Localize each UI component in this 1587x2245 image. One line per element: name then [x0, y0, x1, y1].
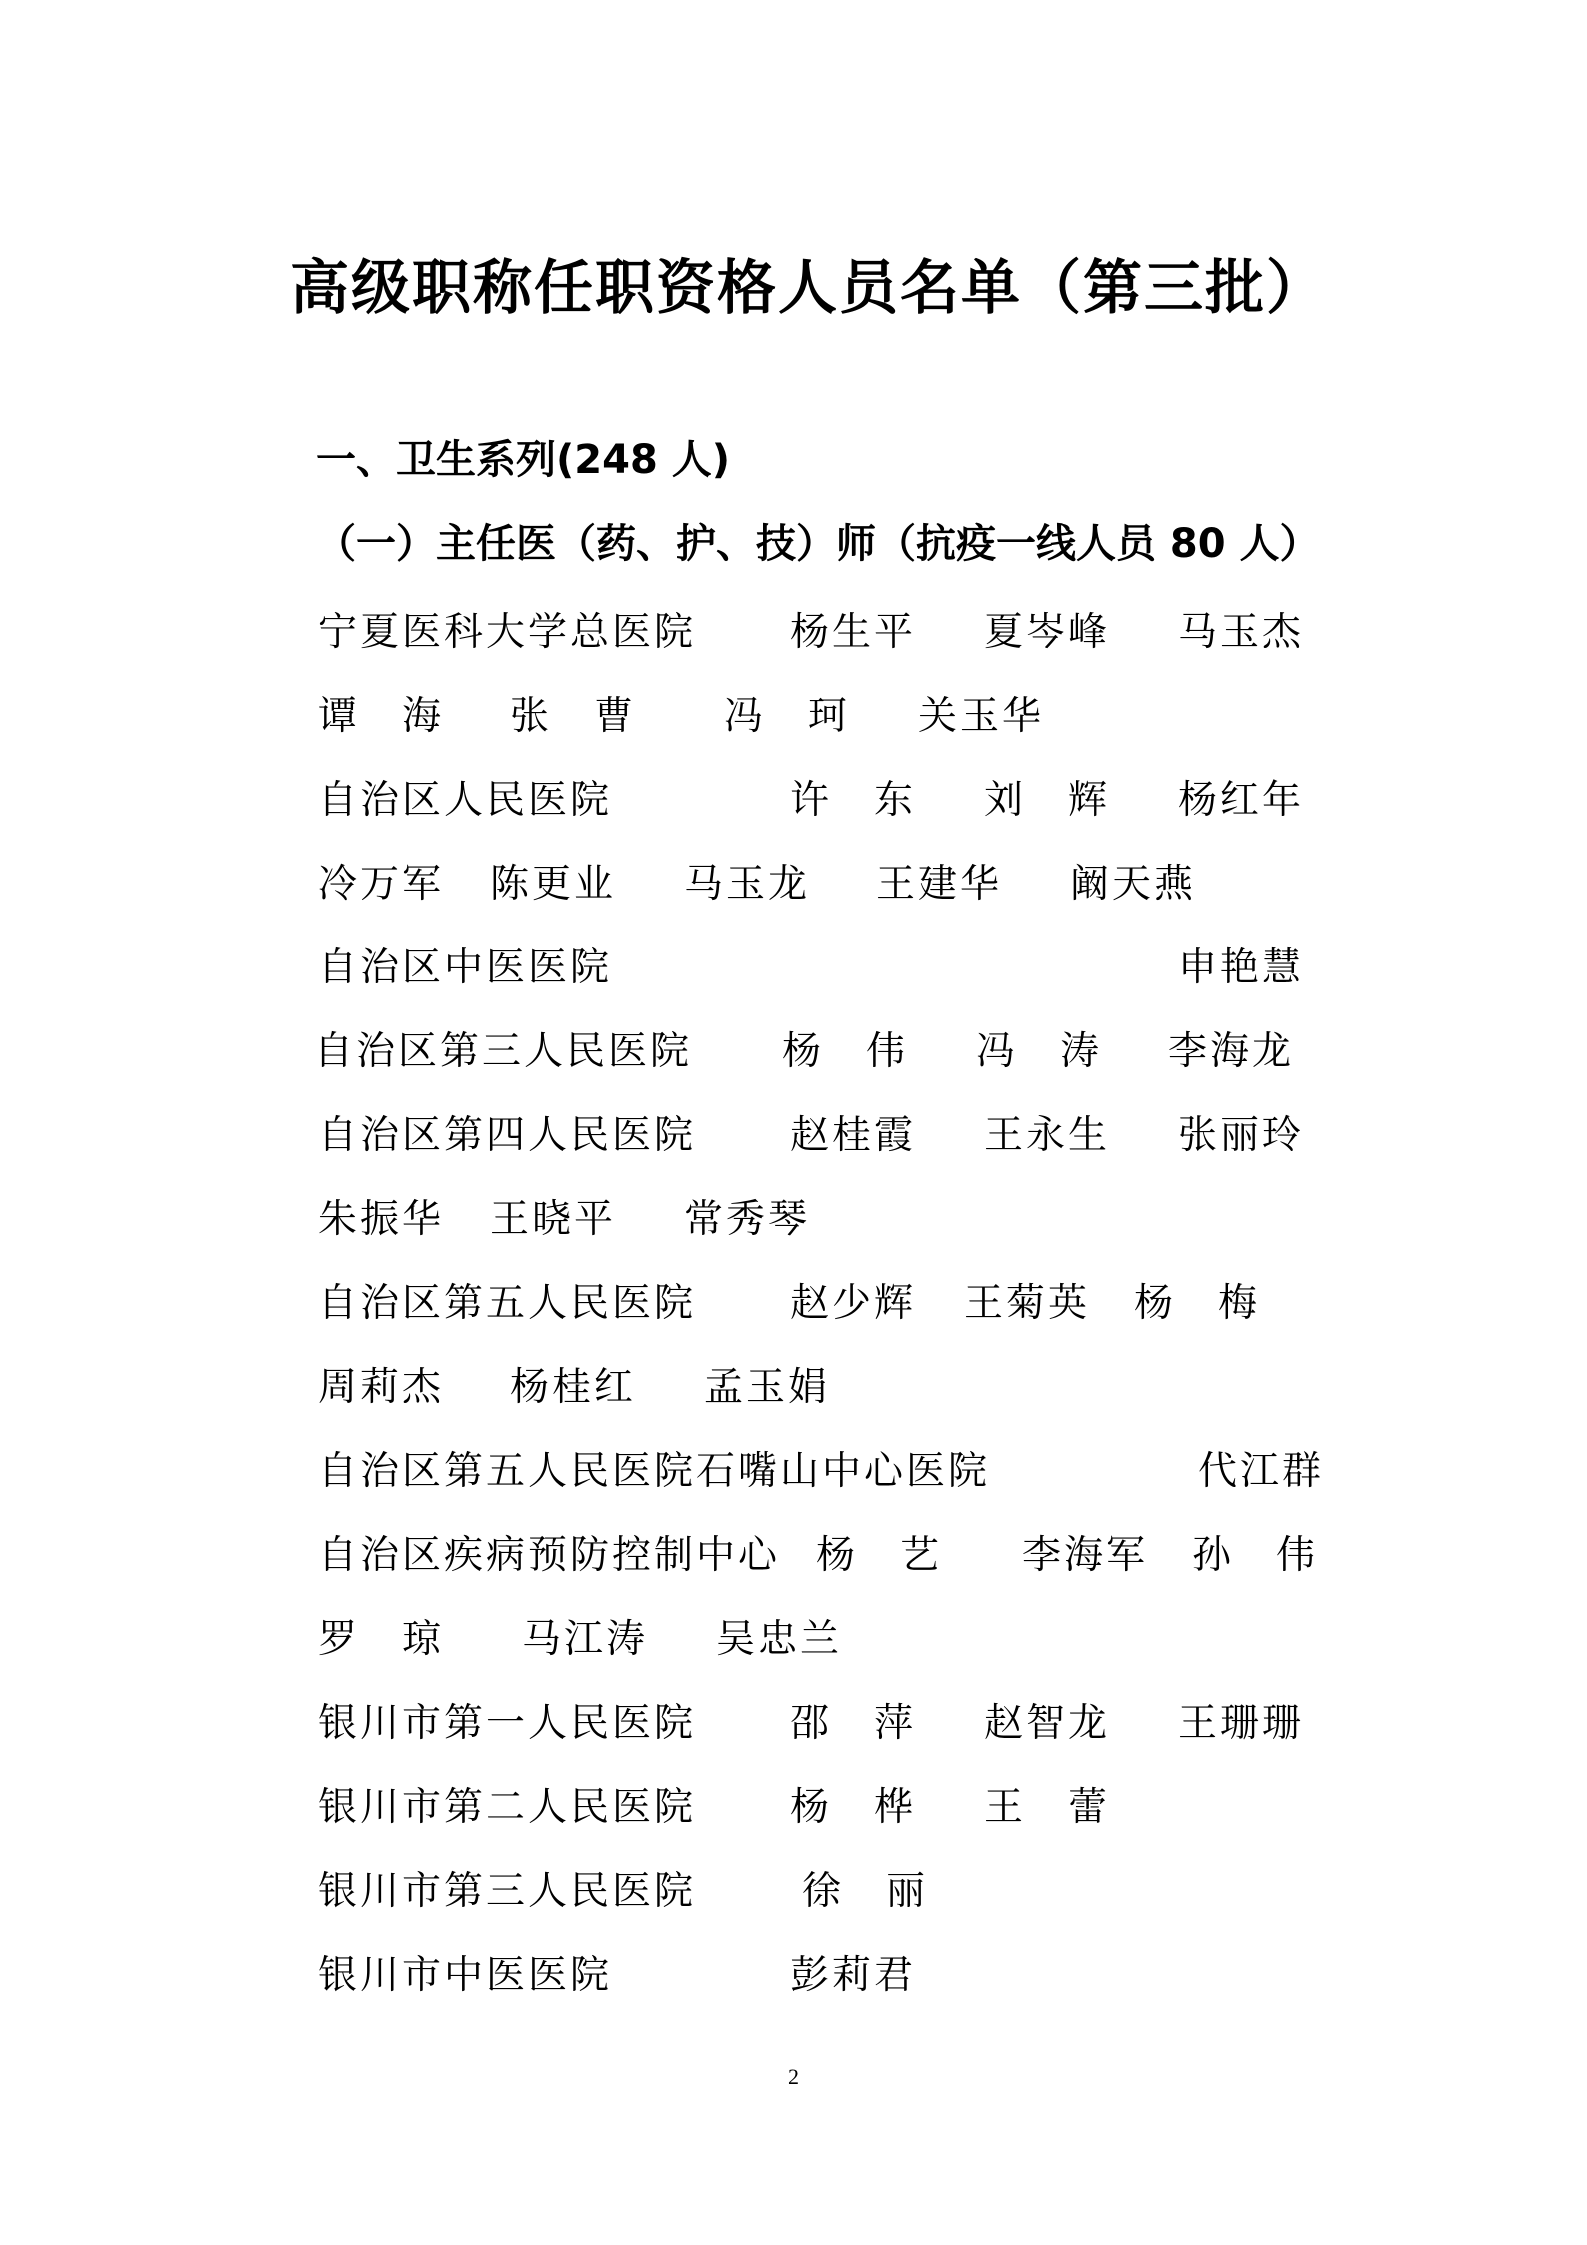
person-name: 王永生 [984, 1113, 1111, 1158]
person-name: 冯 涛 [976, 1029, 1103, 1074]
person-name: 赵桂霞 [790, 1113, 917, 1158]
list-row [0, 692, 1587, 742]
institution-name: 银川市第三人民医院 [318, 1869, 697, 1914]
institution-name: 自治区第四人民医院 [318, 1113, 697, 1158]
person-name: 彭莉君 [790, 1953, 917, 1998]
person-name: 李海龙 [1168, 1029, 1295, 1074]
list-row [0, 1279, 1587, 1329]
list-row [0, 608, 1587, 658]
person-name: 阚天燕 [1070, 862, 1197, 907]
list-row [0, 1531, 1587, 1581]
list-row [0, 1447, 1587, 1497]
person-name: 赵少辉 [790, 1281, 917, 1326]
person-name: 杨 梅 [1134, 1281, 1261, 1326]
person-name: 王建华 [876, 862, 1003, 907]
institution-name: 自治区疾病预防控制中心 [318, 1533, 781, 1578]
person-name: 张 曹 [510, 694, 637, 739]
person-name: 常秀琴 [684, 1197, 811, 1242]
person-name: 孟玉娟 [704, 1365, 831, 1410]
person-name: 夏岑峰 [984, 610, 1111, 655]
person-name: 赵智龙 [984, 1701, 1111, 1746]
section-heading: 一、卫生系列(248 人) [316, 437, 730, 483]
person-name: 许 东 [790, 778, 917, 823]
person-name: 马玉龙 [684, 862, 811, 907]
person-name: 李海军 [1022, 1533, 1149, 1578]
institution-name: 银川市第一人民医院 [318, 1701, 697, 1746]
list-row [0, 1951, 1587, 2001]
person-name: 冷万军 [318, 862, 445, 907]
person-name: 冯 珂 [724, 694, 851, 739]
list-row [0, 1615, 1587, 1665]
person-name: 刘 辉 [984, 778, 1111, 823]
person-name: 孙 伟 [1192, 1533, 1319, 1578]
person-name: 王晓平 [490, 1197, 617, 1242]
institution-name: 自治区第三人民医院 [314, 1029, 693, 1074]
person-name: 杨 伟 [782, 1029, 909, 1074]
institution-name: 宁夏医科大学总医院 [318, 610, 697, 655]
person-name: 徐 丽 [802, 1869, 929, 1914]
person-name: 申艳慧 [1178, 945, 1305, 990]
person-name: 罗 琼 [318, 1617, 445, 1662]
document-title: 高级职称任职资格人员名单（第三批） [290, 253, 1328, 322]
institution-name: 自治区第五人民医院 [318, 1281, 697, 1326]
person-name: 杨 艺 [816, 1533, 943, 1578]
person-name: 吴忠兰 [716, 1617, 843, 1662]
page-number: 2 [788, 2064, 799, 2089]
person-name: 关玉华 [918, 694, 1045, 739]
person-name: 杨桂红 [510, 1365, 637, 1410]
list-row [0, 1867, 1587, 1917]
person-name: 邵 萍 [790, 1701, 917, 1746]
person-name: 朱振华 [318, 1197, 445, 1242]
person-name: 杨红年 [1178, 778, 1305, 823]
person-name: 陈更业 [490, 862, 617, 907]
person-name: 王珊珊 [1178, 1701, 1305, 1746]
list-row [0, 1111, 1587, 1161]
institution-name: 银川市中医医院 [318, 1953, 613, 1998]
person-name: 杨生平 [790, 610, 917, 655]
person-name: 王 蕾 [984, 1785, 1111, 1830]
list-row [0, 943, 1587, 993]
institution-name: 自治区中医医院 [318, 945, 613, 990]
institution-name: 银川市第二人民医院 [318, 1785, 697, 1830]
list-row [0, 1783, 1587, 1833]
person-name: 张丽玲 [1178, 1113, 1305, 1158]
subsection-heading: （一）主任医（药、护、技）师（抗疫一线人员 80 人） [316, 521, 1320, 567]
person-name: 代江群 [1198, 1449, 1325, 1494]
list-row [0, 1699, 1587, 1749]
institution-name: 自治区第五人民医院石嘴山中心医院 [318, 1449, 991, 1494]
list-row [0, 776, 1587, 826]
list-row [0, 1195, 1587, 1245]
person-name: 马玉杰 [1178, 610, 1305, 655]
list-row [0, 1363, 1587, 1413]
list-row [0, 860, 1587, 910]
person-name: 谭 海 [318, 694, 445, 739]
list-row [0, 1027, 1587, 1077]
person-name: 周莉杰 [318, 1365, 445, 1410]
person-name: 王菊英 [964, 1281, 1091, 1326]
person-name: 马江涛 [522, 1617, 649, 1662]
person-name: 杨 桦 [790, 1785, 917, 1830]
institution-name: 自治区人民医院 [318, 778, 613, 823]
